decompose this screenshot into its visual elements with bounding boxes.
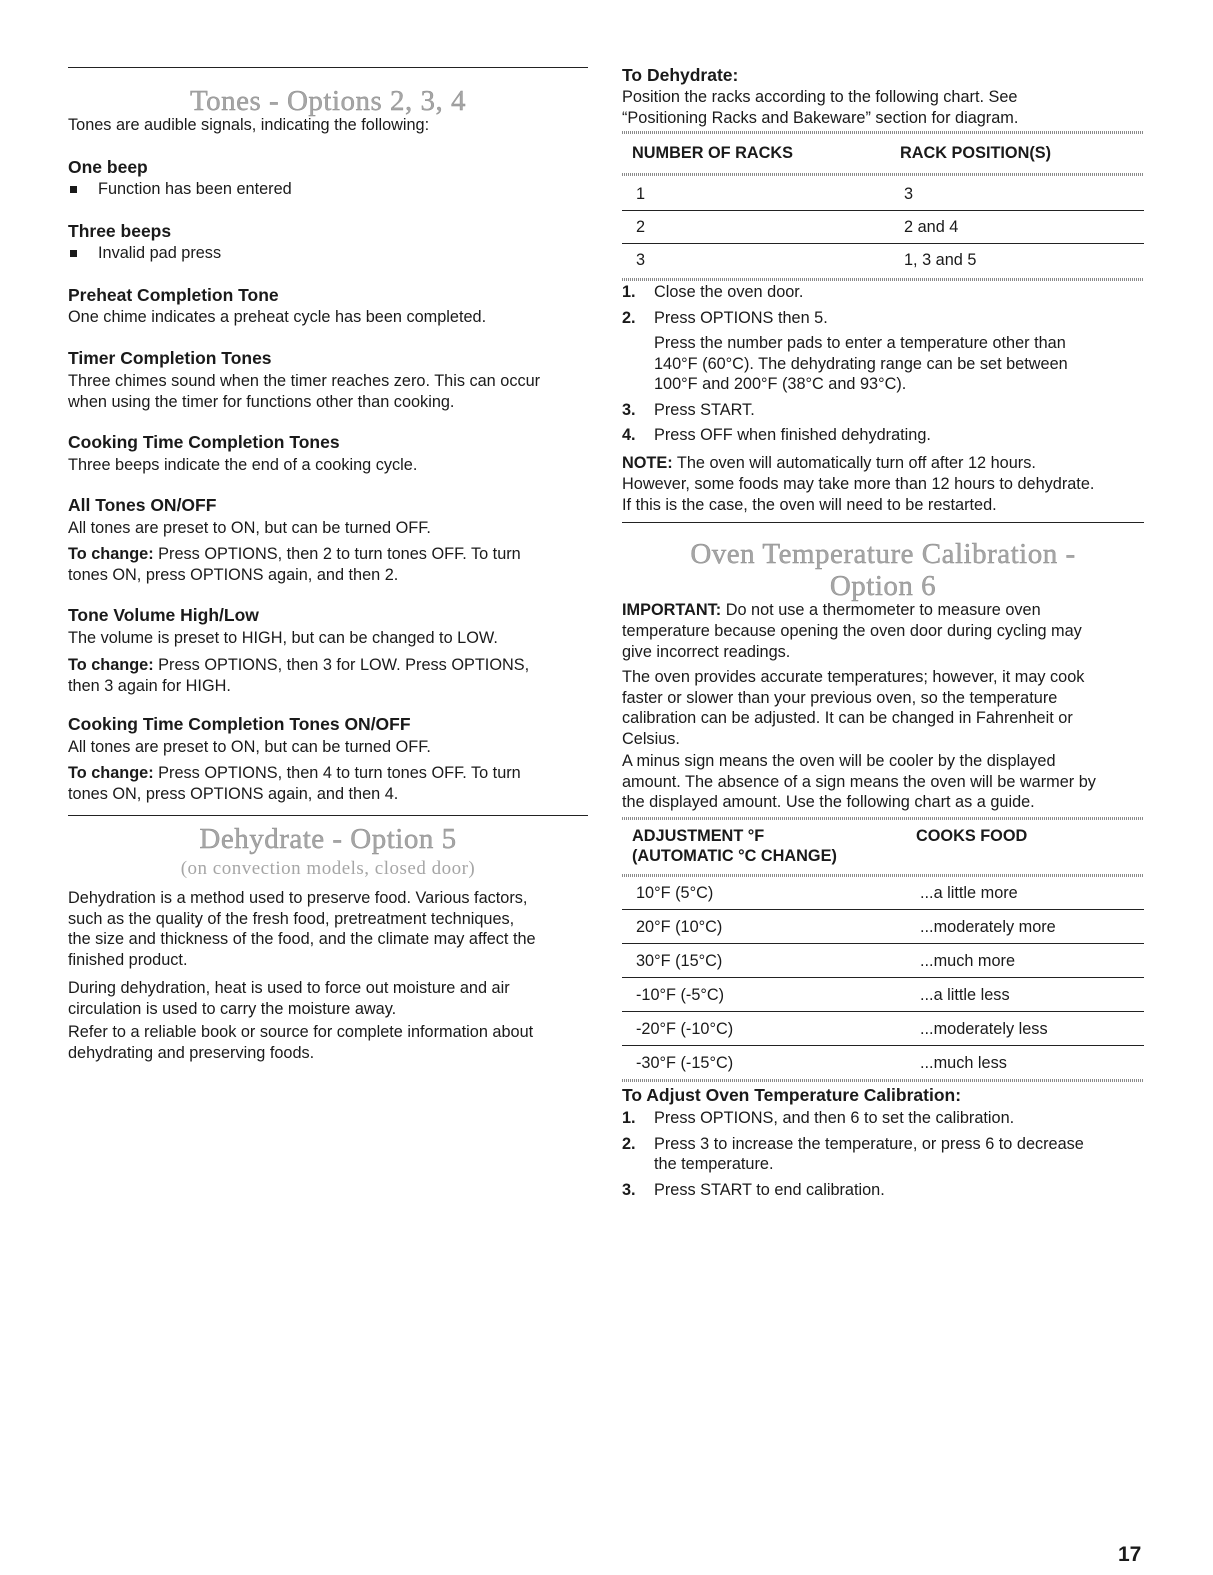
cooking-onoff-change-line2: tones ON, press OPTIONS again, and then 4.: [68, 785, 399, 803]
change-label: To change:: [68, 545, 154, 563]
note-line1: [622, 453, 1036, 474]
all-tones-heading: All Tones ON/OFF: [68, 495, 217, 515]
table-row: [622, 1046, 1144, 1080]
column-header: RACK POSITION(S): [900, 144, 1052, 162]
step-text: 140°F (60°C). The dehydrating range can be set between: [654, 354, 1068, 373]
three-beeps-heading: Three beeps: [68, 221, 172, 241]
table-header-row: [622, 143, 1144, 163]
calibration-table: [622, 817, 1144, 1082]
important-text: Do not use a thermometer to measure oven: [725, 601, 1041, 619]
timer-text-line2: when using the timer for functions other than cooking.: [68, 393, 455, 411]
table-cell: ...much less: [906, 1046, 1144, 1080]
note-line2: However, some foods may take more than 12 hours to dehydrate.: [622, 475, 1095, 493]
table-cell: -10°F (-5°C): [622, 978, 906, 1012]
tones-title: Tones - Options 2, 3, 4: [189, 85, 467, 117]
step-text: Press 3 to increase the temperature, or press 6 to decrease: [654, 1134, 1084, 1153]
to-dehydrate-line2: “Positioning Racks and Bakeware” section for diagram.: [622, 109, 1019, 127]
text-line: such as the quality of the fresh food, pretreatment techniques,: [68, 909, 515, 928]
table-cell: 20°F (10°C): [622, 910, 906, 944]
table-cell: 1, 3 and 5: [890, 244, 1144, 277]
list-item: [622, 425, 1144, 446]
calibration-title-line1: Oven Temperature Calibration -: [690, 538, 1076, 570]
all-tones-text: All tones are preset to ON, but can be turned OFF.: [68, 519, 431, 537]
step-number: 2.: [622, 1134, 636, 1153]
table-cell: ...a little less: [906, 978, 1144, 1012]
table-cell: ...a little more: [920, 884, 1018, 902]
calibration-table-header: [622, 826, 1144, 866]
table-row: [622, 178, 1144, 211]
table-cell: ...moderately less: [906, 1012, 1144, 1046]
step-text: Press START to end calibration.: [654, 1180, 885, 1199]
table-cell: 2: [622, 211, 890, 244]
list-item: [622, 1108, 1144, 1129]
volume-change-line2: then 3 again for HIGH.: [68, 677, 231, 695]
table-cell: -20°F (-10°C): [622, 1012, 906, 1046]
top-rule: [68, 67, 588, 68]
calibration-paragraph-2: [622, 751, 1152, 813]
list-item: [622, 1154, 1144, 1175]
table-cell: 3: [622, 244, 890, 277]
step-number: 2.: [622, 308, 636, 327]
page-number: 17: [1118, 1543, 1142, 1566]
dehydrate-subtitle: (on convection models, closed door): [180, 858, 476, 879]
text-line: faster or slower than your previous oven, so the temperature: [622, 688, 1058, 707]
table-cell: -30°F (-15°C): [622, 1046, 906, 1080]
text-line: amount. The absence of a sign means the oven will be warmer by: [622, 772, 1096, 791]
calibration-title-line2: Option 6: [829, 570, 937, 602]
list-item: [622, 400, 1144, 421]
text-line: The oven provides accurate temperatures; however, it may cook: [622, 668, 1085, 686]
list-item: [622, 282, 1144, 303]
volume-text: The volume is preset to HIGH, but can be changed to LOW.: [68, 629, 498, 647]
cooking-onoff-change-line1: [68, 763, 521, 784]
table-bottom-border: [622, 278, 1144, 281]
dehydrate-rule: [68, 815, 588, 816]
cooking-onoff-text: All tones are preset to ON, but can be turned OFF.: [68, 738, 431, 756]
one-beep-heading: One beep: [68, 157, 148, 177]
step-number: 4.: [622, 426, 636, 444]
table-row: [622, 910, 1144, 944]
table-bottom-border: [622, 1079, 1144, 1082]
header-line: ADJUSTMENT °F: [632, 827, 765, 845]
table-cell: ...moderately more: [906, 910, 1144, 944]
table-cell: 10°F (5°C): [636, 884, 714, 902]
table-top-border: [622, 131, 1144, 134]
dehydrate-paragraph-1: [68, 888, 598, 970]
cooking-time-text: Three beeps indicate the end of a cooking cycle.: [68, 456, 418, 474]
important-line2: temperature because opening the oven door during cycling may: [622, 622, 1082, 640]
table-cell: 2 and 4: [890, 211, 1144, 244]
preheat-text: One chime indicates a preheat cycle has been completed.: [68, 308, 487, 326]
step-text: Press START.: [654, 400, 755, 419]
text-line: the size and thickness of the food, and the climate may affect the: [68, 930, 536, 948]
volume-change-line1: [68, 655, 529, 676]
important-line1: [622, 600, 1041, 621]
list-item: [622, 333, 1144, 354]
text-line: Refer to a reliable book or source for complete information about: [68, 1023, 534, 1041]
table-header-row: [622, 826, 1144, 866]
important-label: IMPORTANT:: [622, 601, 722, 619]
table-cell: 30°F (15°C): [622, 944, 906, 978]
table-header-border: [622, 173, 1144, 176]
important-line3: give incorrect readings.: [622, 643, 791, 661]
column-header: NUMBER OF RACKS: [632, 144, 793, 162]
change-text: Press OPTIONS, then 3 for LOW. Press OPTIONS,: [158, 656, 530, 674]
table-row: [622, 877, 1144, 910]
text-line: finished product.: [68, 950, 188, 969]
step-number: 3.: [622, 1180, 636, 1199]
text-line: During dehydration, heat is used to force out moisture and air: [68, 979, 510, 997]
dehydrate-paragraph-3: [68, 1022, 598, 1063]
to-dehydrate-line1: Position the racks according to the following chart. See: [622, 88, 1018, 106]
step-number: 1.: [622, 1109, 636, 1127]
volume-heading: Tone Volume High/Low: [68, 605, 259, 625]
calibration-rule: [622, 522, 1144, 523]
timer-heading: Timer Completion Tones: [68, 348, 272, 368]
change-label: To change:: [68, 656, 154, 674]
text-line: calibration can be adjusted. It can be changed in Fahrenheit or: [622, 709, 1073, 727]
note-line3: If this is the case, the oven will need to be restarted.: [622, 496, 997, 514]
calibration-paragraph-1: [622, 667, 1152, 749]
rack-positions-body: [622, 178, 1144, 276]
all-tones-change-line2: tones ON, press OPTIONS again, and then 2.: [68, 566, 399, 584]
table-row: [622, 1012, 1144, 1046]
tones-intro: Tones are audible signals, indicating the following:: [68, 116, 430, 134]
text-line: Dehydration is a method used to preserve food. Various factors,: [68, 889, 528, 907]
table-cell: 3: [904, 185, 914, 203]
change-label: To change:: [68, 764, 154, 782]
list-item: [622, 1134, 1144, 1155]
step-text: Press the number pads to enter a temperature other than: [654, 334, 1066, 352]
text-line: Celsius.: [622, 729, 680, 748]
change-text: Press OPTIONS, then 4 to turn tones OFF. To turn: [158, 764, 521, 782]
timer-text-line1: Three chimes sound when the timer reaches zero. This can occur: [68, 372, 541, 390]
table-row: [622, 978, 1144, 1012]
one-beep-item: Function has been entered: [68, 179, 578, 200]
step-text: Press OPTIONS then 5.: [654, 308, 828, 327]
cooking-onoff-heading: Cooking Time Completion Tones ON/OFF: [68, 714, 411, 734]
step-text: the temperature.: [654, 1155, 774, 1173]
dehydrate-paragraph-2: [68, 978, 598, 1019]
list-item: [622, 1180, 1144, 1201]
table-row: [622, 244, 1144, 277]
column-header: COOKS FOOD: [916, 827, 1028, 845]
column-header: [622, 826, 906, 866]
three-beeps-item: Invalid pad press: [68, 243, 578, 264]
rack-positions-table: [622, 143, 1144, 163]
step-number: 3.: [622, 400, 636, 419]
list-item: [622, 308, 1144, 329]
table-top-border: [622, 817, 1144, 820]
step-text: 100°F and 200°F (38°C and 93°C).: [654, 375, 907, 393]
step-text: Press OPTIONS, and then 6 to set the calibration.: [654, 1109, 1015, 1127]
step-number: 1.: [622, 283, 636, 301]
text-line: A minus sign means the oven will be cooler by the displayed: [622, 752, 1056, 770]
dehydrate-steps: [622, 282, 1144, 446]
header-line: (AUTOMATIC °C CHANGE): [632, 847, 837, 865]
table-row: [622, 944, 1144, 978]
table-cell: 1: [636, 185, 646, 203]
list-item: [622, 354, 1144, 375]
adjust-steps: [622, 1108, 1144, 1200]
text-line: dehydrating and preserving foods.: [68, 1043, 315, 1062]
step-text: Press OFF when finished dehydrating.: [654, 426, 931, 444]
to-dehydrate-heading: To Dehydrate:: [622, 65, 739, 85]
adjust-heading: To Adjust Oven Temperature Calibration:: [622, 1085, 962, 1105]
change-text: Press OPTIONS, then 2 to turn tones OFF. To turn: [158, 545, 521, 563]
text-line: the displayed amount. Use the following chart as a guide.: [622, 793, 1035, 811]
all-tones-change-line1: [68, 544, 521, 565]
text-line: circulation is used to carry the moisture away.: [68, 999, 397, 1018]
table-row: [622, 211, 1144, 244]
calibration-table-body: [622, 877, 1144, 1079]
dehydrate-title: Dehydrate - Option 5: [199, 823, 457, 855]
cooking-time-heading: Cooking Time Completion Tones: [68, 432, 340, 452]
preheat-heading: Preheat Completion Tone: [68, 285, 279, 305]
table-cell: ...much more: [906, 944, 1144, 978]
step-text: Close the oven door.: [654, 283, 804, 301]
note-label: NOTE:: [622, 454, 673, 472]
note-text: The oven will automatically turn off after 12 hours.: [676, 454, 1036, 472]
list-item: [622, 374, 1144, 395]
rack-table: [622, 131, 1144, 281]
